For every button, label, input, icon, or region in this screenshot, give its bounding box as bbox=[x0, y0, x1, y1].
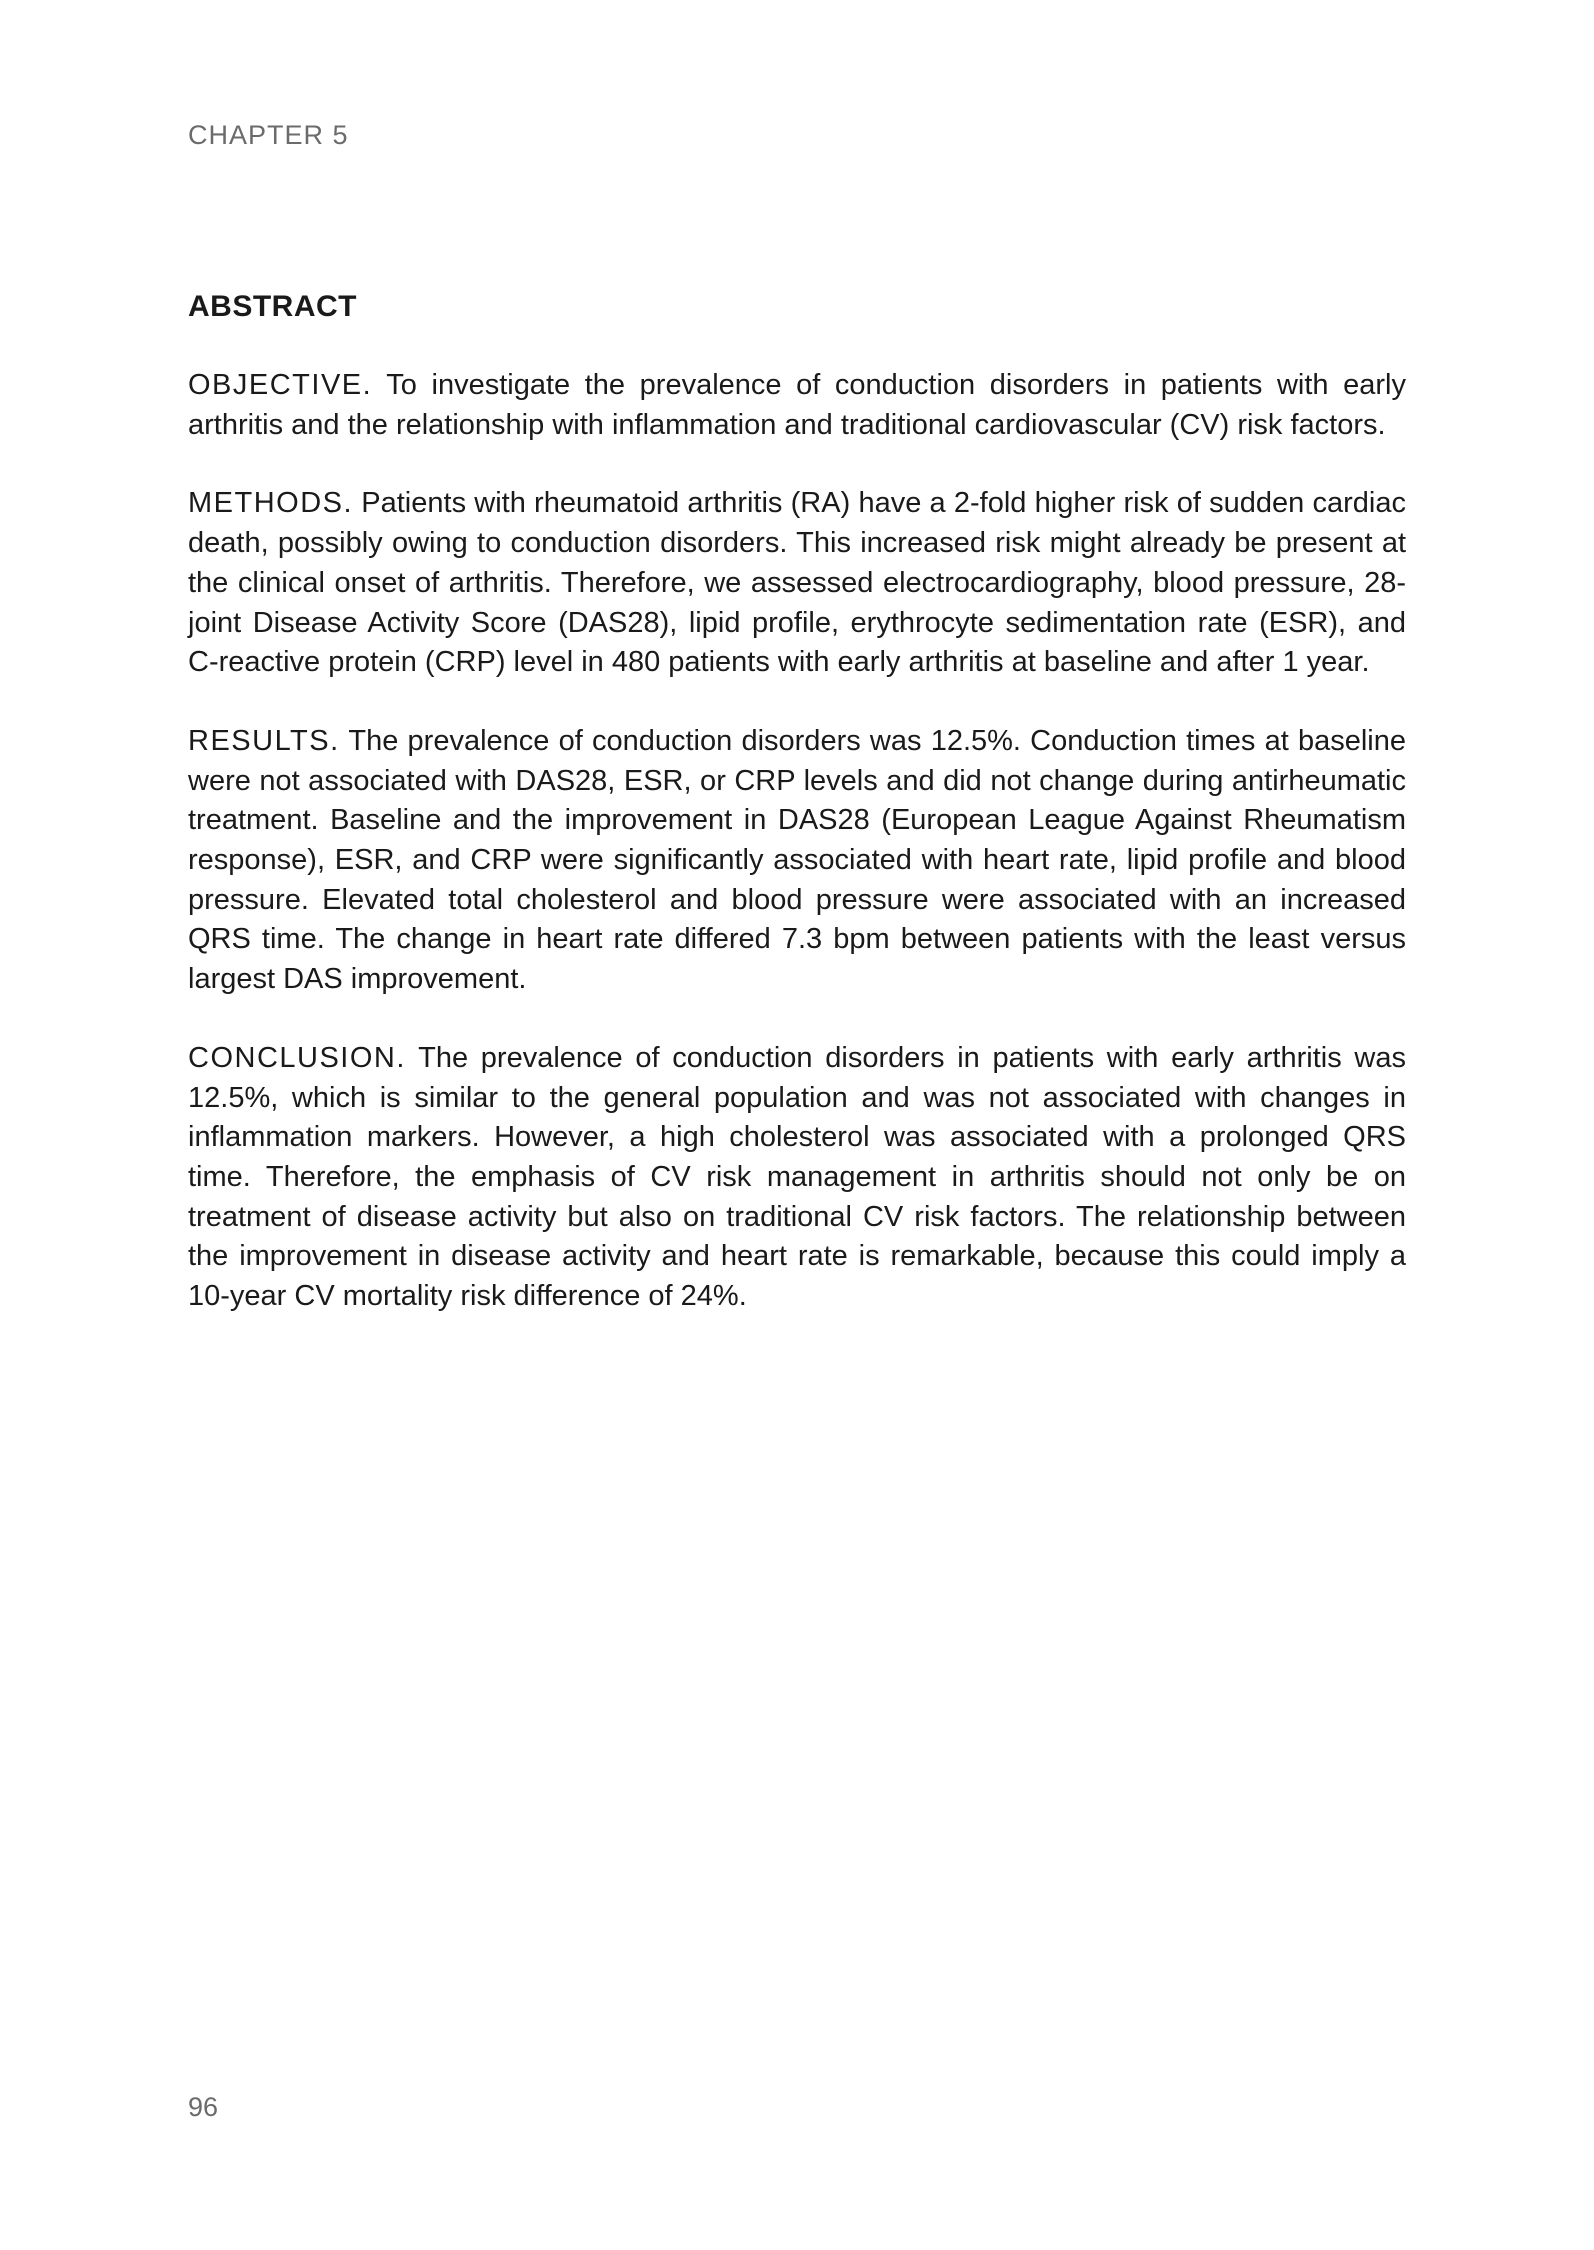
conclusion-text: The prevalence of conduction disorders in patients with early arthritis was 12.5%, which is similar to the general population and was not associated with changes in inflammation markers. However, a high cholesterol was associated with a prolonged QRS time. Therefore, the emphasis of CV risk management in arthritis should not only be on treatment of disease activity but also on traditional CV risk factors. The relationship between the improvement in disease activity and heart rate is remarkable, because this could imply a 10-year CV mortality risk difference of 24%. bbox=[188, 1041, 1406, 1313]
conclusion-paragraph bbox=[188, 1039, 1406, 1317]
running-head: CHAPTER 5 bbox=[188, 120, 349, 150]
page-number: 96 bbox=[188, 2092, 219, 2122]
results-text: The prevalence of conduction disorders was 12.5%. Conduction times at baseline were not associated with DAS28, ESR, or CRP levels and did not change during antirheumatic treatment. Baseline and the improvement in DAS28 (European League Against Rheumatism response), ESR, and CRP were significantly associated with heart rate, lipid profile and blood pressure. Elevated total cholesterol and blood pressure were associated with an increased QRS time. The change in heart rate differed 7.3 bpm between patients with the least versus largest DAS improvement. bbox=[188, 724, 1406, 996]
conclusion-label: CONCLUSION. bbox=[188, 1041, 406, 1074]
objective-paragraph bbox=[188, 366, 1406, 445]
abstract-body bbox=[188, 290, 1406, 1356]
results-paragraph bbox=[188, 722, 1406, 1000]
abstract-heading: ABSTRACT bbox=[188, 290, 357, 323]
methods-label: METHODS. bbox=[188, 487, 354, 520]
methods-text: Patients with rheumatoid arthritis (RA) have a 2-fold higher risk of sudden cardiac death, possibly owing to conduction disorders. This increased risk might already be present at the clinical onset of arthritis. Therefore, we assessed electrocardiography, blood pressure, 28-joint Disease Activity Score (DAS28), lipid profile, erythrocyte sedimentation rate (ESR), and C-reactive protein (CRP) level in 480 patients with early arthritis at baseline and after 1 year. bbox=[188, 487, 1406, 679]
objective-text: To investigate the prevalence of conduction disorders in patients with early arthritis and the relationship with inflammation and traditional cardiovascular (CV) risk factors. bbox=[188, 369, 1406, 441]
objective-label: OBJECTIVE. bbox=[188, 369, 373, 401]
results-label: RESULTS. bbox=[188, 724, 340, 757]
methods-paragraph bbox=[188, 484, 1406, 683]
